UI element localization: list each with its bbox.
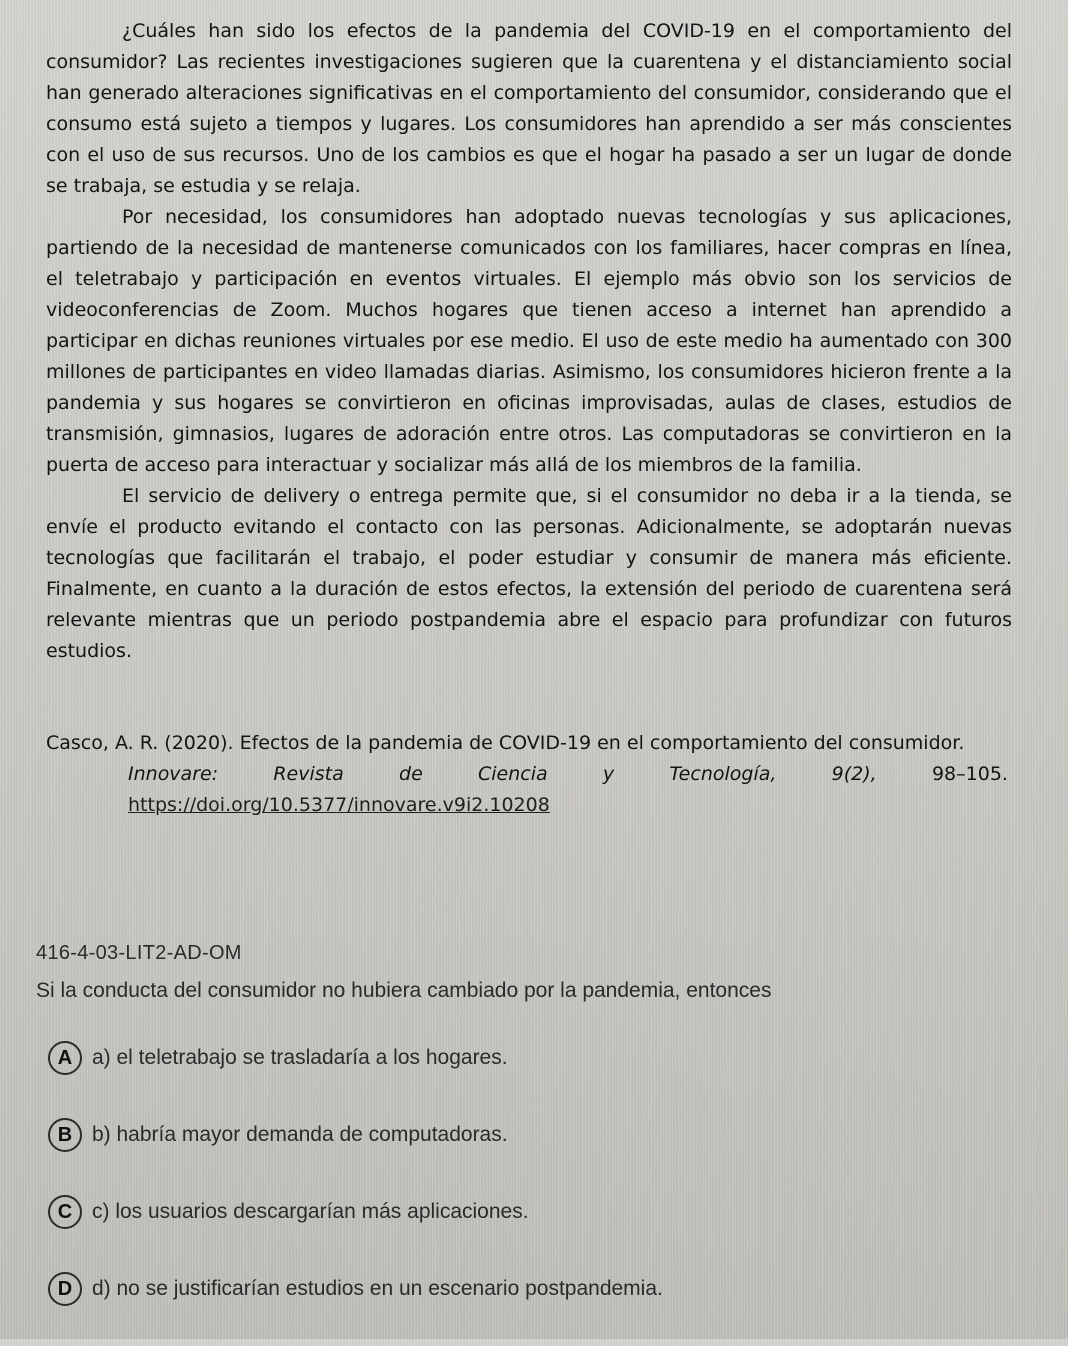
citation-journal-word: de [399,763,423,785]
option-c-bubble[interactable]: C [48,1195,82,1229]
option-a[interactable] [36,1038,1036,1078]
citation-journal-word: Innovare: [128,763,219,785]
passage-paragraph: ¿Cuáles han sido los efectos de la pandemia del COVID-19 en el comportamiento del consumidor? Las recientes investigaciones sugieren que la cuarentena y el distanciamiento social han generado alteraciones significativas en el comportamiento del consumidor, considerando que el consumo está sujeto a tiempos y lugares. Los consumidores han aprendido a ser más conscientes con el uso de sus recursos. Uno de los cambios es que el hogar ha pasado a ser un lugar de donde se trabaja, se estudia y se relaja. [46,20,1012,197]
option-d-bubble[interactable]: D [48,1272,82,1306]
citation-journal [128,759,1008,790]
citation-journal-word: y [602,763,615,785]
citation-journal-word: Ciencia [478,763,548,785]
question-block [36,942,1036,1300]
passage-paragraph: Por necesidad, los consumidores han adoptado nuevas tecnologías y sus aplicaciones, partiendo de la necesidad de mantenerse comunicados con los familiares, hacer compras en línea, el teletrabajo y participación en eventos virtuales. El ejemplo más obvio son los servicios de videoconferencias de Zoom. Muchos hogares que tienen acceso a internet han aprendido a participar en dichas reuniones virtuales por ese medio. El uso de este medio ha aumentado con 300 millones de participantes en video llamadas diarias. Asimismo, los consumidores hicieron frente a la pandemia y sus hogares se convirtieron en oficinas improvisadas, aulas de clases, estudios de transmisión, gimnasios, lugares de adoración entre otros. Las computadoras se convirtieron en la puerta de acceso para interactuar y socializar más allá de los miembros de la familia. [46,206,1012,476]
option-a-bubble[interactable]: A [48,1041,82,1075]
citation [46,728,1012,821]
citation-journal-word: Revista [273,763,344,785]
citation-authors-title: Casco, A. R. (2020). Efectos de la pandemia de COVID-19 en el comportamiento del consumidor. [46,732,965,754]
option-b[interactable] [36,1115,1036,1155]
citation-doi-link[interactable]: https://doi.org/10.5377/innovare.v9i2.10208 [128,794,550,816]
option-a-text: a) el teletrabajo se trasladaría a los hogares. [92,1046,508,1069]
question-code: 416-4-03-LIT2-AD-OM [36,942,242,964]
question-stem: Si la conducta del consumidor no hubiera cambiado por la pandemia, entonces [36,979,772,1002]
option-d[interactable] [36,1269,1036,1309]
answer-options [36,1038,1036,1346]
citation-journal-word: 9(2), [831,763,877,785]
reading-passage [46,16,1012,667]
option-c-text: c) los usuarios descargarían más aplicaciones. [92,1200,529,1223]
passage-paragraph: El servicio de delivery o entrega permite que, si el consumidor no deba ir a la tienda, se envíe el producto evitando el contacto con las personas. Adicionalmente, se adoptarán nuevas tecnologías que facilitarán el trabajo, el poder estudiar y consumir de manera más eficiente. Finalmente, en cuanto a la duración de estos efectos, la extensión del periodo de cuarentena será relevante mientras que un periodo postpandemia abre el espacio para profundizar con futuros estudios. [46,485,1012,662]
citation-journal-word: Tecnología, [669,763,777,785]
option-b-text: b) habría mayor demanda de computadoras. [92,1123,508,1146]
option-d-text: d) no se justificarían estudios en un escenario postpandemia. [92,1277,663,1300]
option-b-bubble[interactable]: B [48,1118,82,1152]
option-c[interactable] [36,1192,1036,1232]
citation-pages: 98–105. [931,763,1008,785]
